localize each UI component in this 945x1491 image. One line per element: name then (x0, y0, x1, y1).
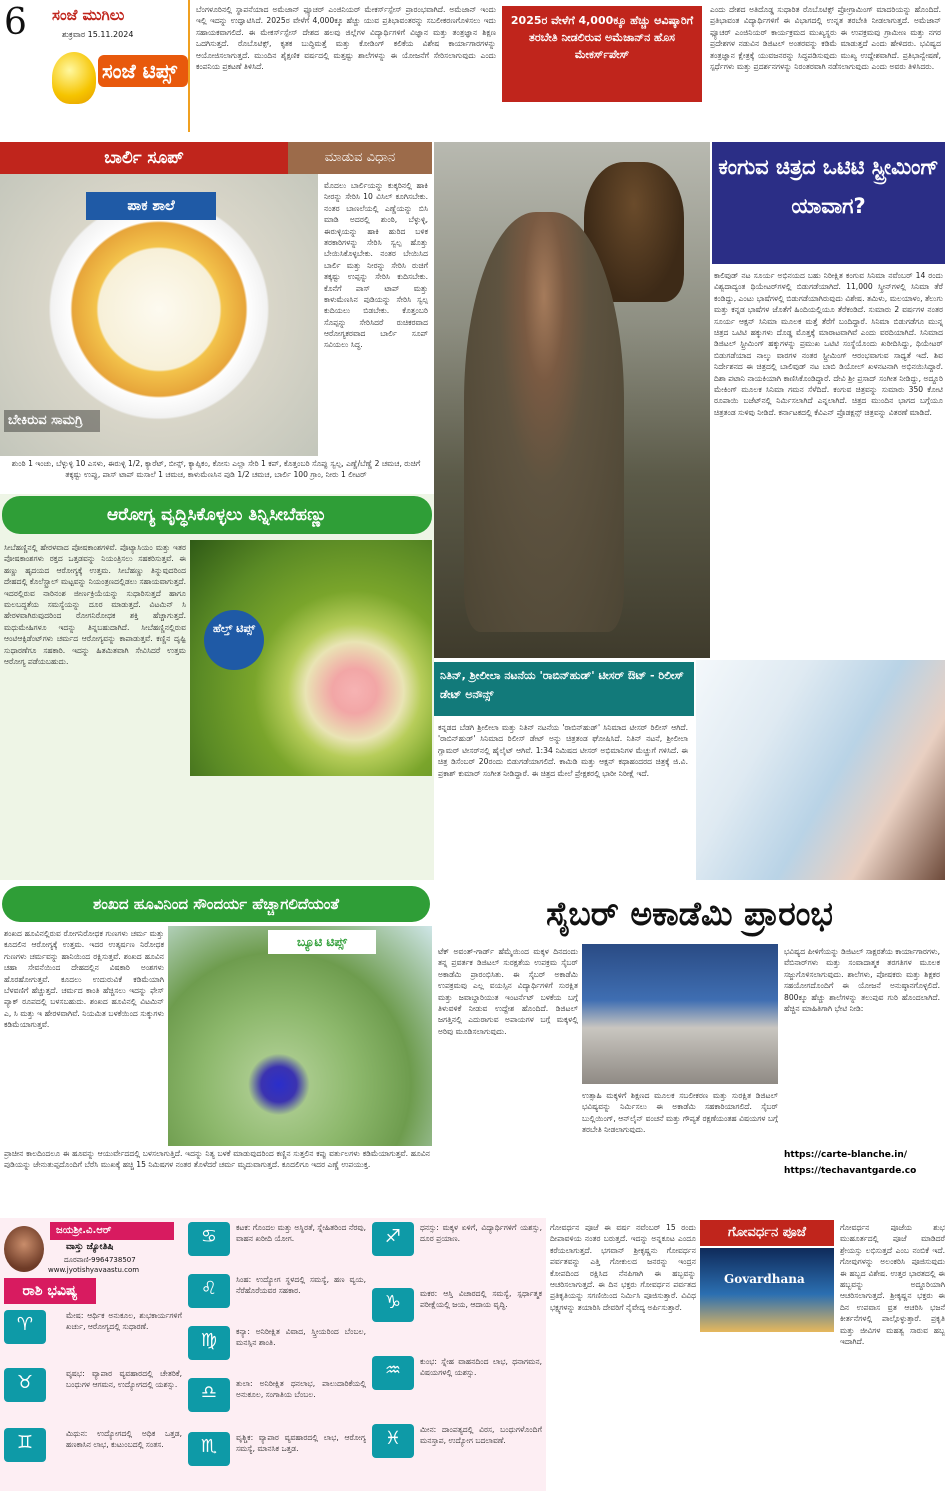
govardhan-image (700, 1248, 834, 1332)
barley-soup-section (0, 142, 432, 490)
zodiac-capricorn: ♑ ಮಕರ: ಆಸ್ತಿ ವಿಚಾರದಲ್ಲಿ ಸಮಸ್ಯೆ, ಸ್ಪರ್ಧಾತ್ಮಕ ಪರೀಕ್ಷೆಯಲ್ಲಿ ಜಯ, ಆದಾಯ ವೃದ್ಧಿ. (372, 1288, 544, 1350)
govardhan-right-text: ಗೋವರ್ಧನ ಪೂಜೆಯ ಶುಭ ಮುಹೂರ್ತದಲ್ಲಿ ಪೂಜೆ ಮಾಡಿದರೆ ಶ್ರೇಯಸ್ಸು ಲಭಿಸುತ್ತದೆ ಎಂಬ ನಂಬಿಕೆ ಇದೆ. ಗೋವುಗಳನ್ನು ಅಲಂಕರಿಸಿ ಪೂಜಿಸುವುದು ಈ ಹಬ್ಬದ ವಿಶೇಷ. ಉತ್ತರ ಭಾರತದಲ್ಲಿ ಈ ಹಬ್ಬವನ್ನು ಅದ್ದೂರಿಯಾಗಿ ಆಚರಿಸಲಾಗುತ್ತದೆ. ಶ್ರೀಕೃಷ್ಣನ ಭಕ್ತರು ಈ ದಿನ ಉಪವಾಸ ವ್ರತ ಆಚರಿಸಿ ಭಜನೆ ಕೀರ್ತನೆಗಳಲ್ಲಿ ಪಾಲ್ಗೊಳ್ಳುತ್ತಾರೆ. ಪ್ರಕೃತಿ ಮತ್ತು ಜೀವಿಗಳ ಮಹತ್ವ ಸಾರುವ ಹಬ್ಬ ಇದಾಗಿದೆ. (840, 1223, 945, 1346)
zodiac-aries: ♈ ಮೇಷ: ಆರ್ಥಿಕ ಅನುಕೂಲ, ಶುಭಕಾರ್ಯಗಳಿಗೆ ಖರ್ಚು, ಆರೋಗ್ಯದಲ್ಲಿ ಸುಧಾರಣೆ. (4, 1310, 184, 1368)
aquarius-icon: ♒ (372, 1356, 414, 1390)
astrologer-avatar (4, 1226, 44, 1272)
top-story-left-text: ಬೆಂಗಳೂರಿನಲ್ಲಿ ಸ್ಥಾಪನೆಯಾದ ಅಮೆಜಾನ್ ಫ್ಯೂಚರ್ ಎಂಜಿನಿಯರ್ ಮೇಕರ್ಸ್‌ಸ್ಪೇಸ್ ಪ್ರಾರಂಭವಾಗಿದೆ. ಅಮೆಜಾನ್ ಇಂದು ಇಲ್ಲಿ ಇದನ್ನು ಉದ್ಘಾಟಿಸಿದೆ. 2025ರ ವೇಳೆಗೆ 4,000ಕ್ಕೂ ಹೆಚ್ಚು ಯುವ ಪ್ರತಿಭಾವಂತರನ್ನು ಸಬಲೀಕರಣಗೊಳಿಸಲು ಇದು ಸಹಾಯಕವಾಗಲಿದೆ. ಈ ಮೇಕರ್ಸ್‌ಸ್ಪೇಸ್ ದೇಶದ ಹಲವು ಜಿಲ್ಲೆಗಳ ವಿದ್ಯಾರ್ಥಿಗಳಿಗೆ ವಿಜ್ಞಾನ ಮತ್ತು ತಂತ್ರಜ್ಞಾನ ಶಿಕ್ಷಣ ಒದಗಿಸುತ್ತದೆ. ರೊಬೊಟಿಕ್ಸ್, ಕೃತಕ ಬುದ್ಧಿಮತ್ತೆ ಮತ್ತು ಕೋಡಿಂಗ್ ಕಲಿಕೆಯ ವಿಶೇಷ ಕಾರ್ಯಾಗಾರಗಳನ್ನು ಆಯೋಜಿಸಲಾಗುತ್ತದೆ. ಮುಂದಿನ ಶೈಕ್ಷಣಿಕ ವರ್ಷದಲ್ಲಿ ಮತ್ತಷ್ಟು ಶಾಲೆಗಳನ್ನು ಈ ಯೋಜನೆಗೆ ಸೇರಿಸಲಾಗುವುದು ಎಂದು ಕಂಪನಿಯ ಪ್ರಕಟಣೆ ತಿಳಿಸಿದೆ. (196, 5, 496, 71)
kitchen-label: ಪಾಕ ಶಾಲೆ (86, 192, 216, 220)
beauty-bottom-text: ಪ್ರಾಚೀನ ಕಾಲದಿಂದಲೂ ಈ ಹೂವನ್ನು ಆಯುರ್ವೇದದಲ್ಲಿ ಬಳಸಲಾಗುತ್ತಿದೆ. ಇದನ್ನು ನಿತ್ಯ ಬಳಕೆ ಮಾಡುವುದರಿಂದ ಕಣ್ಣಿನ ಸುತ್ತಲಿನ ಕಪ್ಪು ವರ್ತುಲಗಳು ಕಡಿಮೆಯಾಗುತ್ತವೆ. ಹೂವಿನ ಪುಡಿಯನ್ನು ಜೇನುತುಪ್ಪದೊಂದಿಗೆ ಬೆರೆಸಿ ಮುಖಕ್ಕೆ ಹಚ್ಚಿ 15 ನಿಮಿಷಗಳ ನಂತರ ತೊಳೆದರೆ ಚರ್ಮ ಮೃದುವಾಗುತ್ತದೆ. ಕೂದಲಿಗೂ ಇದರ ಎಣ್ಣೆ ಉಪಯುಕ್ತ. (4, 1149, 430, 1170)
cyber-section (434, 884, 945, 1210)
kanguva-headline: ಕಂಗುವ ಚಿತ್ರದ ಒಟಿಟಿ ಸ್ಟ್ರೀಮಿಂಗ್ ಯಾವಾಗ? (712, 142, 945, 264)
health-badge: ಹೆಲ್ತ್ ಟಿಪ್ಸ್ (204, 610, 264, 670)
cancer-icon: ♋ (188, 1222, 230, 1256)
astrologer-name: ಜಯಶ್ರೀ.ವಿ.ಆರ್ (50, 1222, 174, 1240)
robinhood-headline: ನಿತಿನ್, ಶ್ರೀಲೀಲಾ ನಟನೆಯ 'ರಾಬಿನ್‌ಹುಡ್' ಟೀಸರ್ ಔಟ್ - ರಿಲೀಸ್ ಡೇಟ್ ಅನೌನ್ಸ್ (434, 662, 694, 716)
cyber-link-1[interactable]: https://carte-blanche.in/ (784, 1150, 908, 1160)
astrology-title: ರಾಶಿ ಭವಿಷ್ಯ (4, 1278, 96, 1304)
sagittarius-icon: ♐ (372, 1222, 414, 1256)
zodiac-libra: ♎ ತುಲಾ: ಅನಿರೀಕ್ಷಿತ ಧನಲಾಭ, ಪಾಲುದಾರಿಕೆಯಲ್ಲಿ ಅನುಕೂಲ, ಸಂಗಾತಿಯ ಬೆಂಬಲ. (188, 1378, 368, 1428)
barley-subtitle: ಮಾಡುವ ವಿಧಾನ (288, 142, 432, 174)
cyber-link-2[interactable]: https://techavantgarde.co (784, 1166, 917, 1176)
zodiac-aquarius: ♒ ಕುಂಭ: ಸ್ನೇಹ ವಾಹನದಿಂದ ಲಾಭ, ಧನಾಗಮನ, ವಿಷಯಗಳಲ್ಲಿ ಯಶಸ್ಸು. (372, 1356, 544, 1418)
beauty-badge: ಬ್ಯೂಟಿ ಟಿಪ್ಸ್ (268, 930, 376, 954)
top-story-headline: 2025ರ ವೇಳೆಗೆ 4,000ಕ್ಕೂ ಹೆಚ್ಚು ಆವಿಷ್ಕಾರಿಗೆ ತರಬೇತಿ ನೀಡಲಿರುವ ಅಮೆಜಾನ್‌ನ ಹೊಸ ಮೇಕರ್ಸ್‌ಪೇಸ್ (502, 6, 702, 102)
taurus-icon: ♉ (4, 1368, 46, 1402)
actor-figure (464, 212, 624, 632)
top-story (196, 4, 941, 132)
cyber-mid-text: ಉತ್ಸಾಹಿ ಮಕ್ಕಳಿಗೆ ಶಿಕ್ಷಣದ ಮೂಲಕ ಸಬಲೀಕರಣ ಮತ್ತು ಸುರಕ್ಷಿತ ಡಿಜಿಟಲ್ ಭವಿಷ್ಯವನ್ನು ನಿರ್ಮಿಸಲು ಈ ಅಕಾಡೆಮಿ ಸಹಕಾರಿಯಾಗಲಿದೆ. ಸೈಬರ್ ಬುಲ್ಲಿಯಿಂಗ್, ಆನ್‌ಲೈನ್ ವಂಚನೆ ಮತ್ತು ಗೌಪ್ಯತೆ ರಕ್ಷಣೆಯಂತಹ ವಿಷಯಗಳ ಬಗ್ಗೆ ತರಬೇತಿ ನೀಡಲಾಗುವುದು. (582, 1091, 778, 1135)
leo-icon: ♌ (188, 1274, 230, 1308)
pisces-icon: ♓ (372, 1424, 414, 1458)
beauty-section (0, 884, 432, 1210)
kanguva-body: ಕಾಲಿವುಡ್ ನಟ ಸೂರ್ಯ ಅಭಿನಯದ ಬಹು ನಿರೀಕ್ಷಿತ ಕಂಗುವ ಸಿನಿಮಾ ನವೆಂಬರ್ 14 ರಂದು ವಿಶ್ವದಾದ್ಯಂತ ಥಿಯೇಟರ್‌ಗಳಲ್ಲಿ ಬಿಡುಗಡೆಯಾಗಿದೆ. 11,000 ಸ್ಕ್ರೀನ್‌ಗಳಲ್ಲಿ ಸಿನಿಮಾ ತೆರೆ ಕಂಡಿದ್ದು, ಎಂಟು ಭಾಷೆಗಳಲ್ಲಿ ಬಿಡುಗಡೆಯಾಗಿರುವುದು ವಿಶೇಷ. ತಮಿಳು, ಮಲಯಾಳಂ, ತೆಲುಗು ಮತ್ತು ಕನ್ನಡ ಭಾಷೆಗಳ ಜೊತೆಗೆ ಹಿಂದಿಯಲ್ಲಿಯೂ ತೆರೆಕಂಡಿದೆ. ಸುಮಾರು 2 ವರ್ಷಗಳ ನಂತರ ಸೂರ್ಯ ಆಕ್ಷನ್ ಸಿನಿಮಾ ಮೂಲಕ ಮತ್ತೆ ತೆರೆಗೆ ಬಂದಿದ್ದಾರೆ. ಸಿನಿಮಾ ಬಿಡುಗಡೆಗೂ ಮುನ್ನ ಚಿತ್ರದ ಒಟಿಟಿ ಹಕ್ಕುಗಳು ದೊಡ್ಡ ಮೊತ್ತಕ್ಕೆ ಮಾರಾಟವಾಗಿವೆ ಎಂದು ವರದಿಯಾಗಿದೆ. ಸಿನಿಮಾದ ಡಿಜಿಟಲ್ ಸ್ಟ್ರೀಮಿಂಗ್ ಹಕ್ಕುಗಳನ್ನು ಪ್ರಮುಖ ಒಟಿಟಿ ಸಂಸ್ಥೆಯೊಂದು ಖರೀದಿಸಿದ್ದು, ಥಿಯೇಟರ್ ಬಿಡುಗಡೆಯಾದ ನಾಲ್ಕು ವಾರಗಳ ನಂತರ ಸ್ಟ್ರೀಮಿಂಗ್ ಆರಂಭವಾಗುವ ಸಾಧ್ಯತೆ ಇದೆ. ಶಿವ ನಿರ್ದೇಶನದ ಈ ಚಿತ್ರದಲ್ಲಿ ಬಾಲಿವುಡ್ ನಟ ಬಾಬಿ ಡಿಯೋಲ್ ಖಳನಟನಾಗಿ ಅಭಿನಯಿಸಿದ್ದಾರೆ. ದಿಶಾ ಪಟಾನಿ ನಾಯಕಿಯಾಗಿ ಕಾಣಿಸಿಕೊಂಡಿದ್ದಾರೆ. ದೇವಿ ಶ್ರೀ ಪ್ರಸಾದ್ ಸಂಗೀತ ನೀಡಿದ್ದು, ಅದ್ದೂರಿ ಮೇಕಿಂಗ್ ಮೂಲಕ ಸಿನಿಮಾ ಗಮನ ಸೆಳೆದಿದೆ. ಕಂಗುವ ಚಿತ್ರವನ್ನು ಸುಮಾರು 350 ಕೋಟಿ ರೂಪಾಯಿ ಬಜೆಟ್‌ನಲ್ಲಿ ನಿರ್ಮಿಸಲಾಗಿದೆ ಎನ್ನಲಾಗಿದೆ. ಚಿತ್ರದ ಮುಂದಿನ ಭಾಗದ ಬಗ್ಗೆಯೂ ಚಿತ್ರತಂಡ ಸುಳಿವು ನೀಡಿದೆ. ಕರ್ನಾಟಕದಲ್ಲಿ ಕೆವಿಎನ್ ಪ್ರೊಡಕ್ಷನ್ಸ್ ಚಿತ್ರವನ್ನು ವಿತರಣೆ ಮಾಡಿದೆ. (714, 271, 943, 417)
barley-title: ಬಾರ್ಲಿ ಸೂಪ್ (0, 142, 288, 174)
virgo-icon: ♍ (188, 1326, 230, 1360)
bulb-icon (52, 52, 96, 104)
cyber-left-text: ಟೆಕ್ ಅವಂತ್-ಗಾರ್ಡ್ ಹೆಮ್ಮೆಯಿಂದ ಮಕ್ಕಳ ದಿನದಂದು ತನ್ನ ಪ್ರವರ್ತಕ ಡಿಜಿಟಲ್ ಸುರಕ್ಷತೆಯ ಉಪಕ್ರಮ ಸೈಬರ್ ಅಕಾಡೆಮಿ ಪ್ರಾರಂಭಿಸಿತು. ಈ ಸೈಬರ್ ಅಕಾಡೆಮಿ ಉಪಕ್ರಮವು ಎಲ್ಲ ವಯಸ್ಸಿನ ವಿದ್ಯಾರ್ಥಿಗಳಿಗೆ ಸುರಕ್ಷಿತ ಮತ್ತು ಜವಾಬ್ದಾರಿಯುತ ಇಂಟರ್ನೆಟ್ ಬಳಕೆಯ ಬಗ್ಗೆ ತಿಳುವಳಿಕೆ ನೀಡುವ ಉದ್ದೇಶ ಹೊಂದಿದೆ. ಡಿಜಿಟಲ್ ಜಗತ್ತಿನಲ್ಲಿ ಎದುರಾಗುವ ಅಪಾಯಗಳ ಬಗ್ಗೆ ಮಕ್ಕಳಲ್ಲಿ ಅರಿವು ಮೂಡಿಸಲಾಗುವುದು. (438, 947, 578, 1036)
astrology-section (0, 1218, 546, 1491)
beauty-left-text: ಶಂಖದ ಹೂವಿನಲ್ಲಿರುವ ರೋಗನಿರೋಧಕ ಗುಣಗಳು ಚರ್ಮ ಮತ್ತು ಕೂದಲಿನ ಆರೋಗ್ಯಕ್ಕೆ ಉತ್ತಮ. ಇದರ ಉತ್ಕರ್ಷಣ ನಿರೋಧಕ ಗುಣಗಳು ಚರ್ಮವನ್ನು ಹಾನಿಯಿಂದ ರಕ್ಷಿಸುತ್ತವೆ. ಶಂಖದ ಹೂವಿನ ಚಹಾ ಸೇವನೆಯಿಂದ ದೇಹದಲ್ಲಿನ ವಿಷಕಾರಿ ಅಂಶಗಳು ಹೊರಹೋಗುತ್ತವೆ. ಕೂದಲು ಉದುರುವಿಕೆ ಕಡಿಮೆಯಾಗಿ ಬೆಳವಣಿಗೆ ಹೆಚ್ಚುತ್ತದೆ. ಚರ್ಮದ ಕಾಂತಿ ಹೆಚ್ಚಿಸಲು ಇದನ್ನು ಫೇಸ್ ಪ್ಯಾಕ್ ರೂಪದಲ್ಲಿ ಬಳಸಬಹುದು. ಶಂಖದ ಹೂವಿನಲ್ಲಿ ವಿಟಮಿನ್ ಎ, ಸಿ ಮತ್ತು ಇ ಹೇರಳವಾಗಿವೆ. ನಿಯಮಿತ ಬಳಕೆಯಿಂದ ಸುಕ್ಕುಗಳು ಕಡಿಮೆಯಾಗುತ್ತವೆ. (4, 929, 164, 1030)
section-title: ಸಂಜೆ ಟಿಪ್ಸ್ (98, 55, 188, 87)
page-number: 6 (4, 2, 27, 43)
zodiac-pisces: ♓ ಮೀನ: ದಾಂಪತ್ಯದಲ್ಲಿ ವಿರಸ, ಬಂಧುಗಳೊಂದಿಗೆ ಮನಸ್ತಾಪ, ಉದ್ಯೋಗ ಬದಲಾವಣೆ. (372, 1424, 544, 1486)
ingredients-label: ಬೇಕಿರುವ ಸಾಮಗ್ರಿ (4, 410, 100, 432)
astrologer-phone: ದೂರವಾಣಿ-9964738507 (64, 1256, 136, 1264)
gemini-icon: ♊ (4, 1428, 46, 1462)
zodiac-sagittarius: ♐ ಧನಸ್ಸು: ಮಕ್ಕಳ ಏಳಿಗೆ, ವಿದ್ಯಾರ್ಥಿಗಳಿಗೆ ಯಶಸ್ಸು, ದೂರ ಪ್ರಯಾಣ. (372, 1222, 544, 1284)
cyber-event-photo (582, 944, 778, 1084)
butterfly-pea-photo (168, 926, 432, 1146)
capricorn-icon: ♑ (372, 1288, 414, 1322)
astrologer-website[interactable]: www.jyotishyavaastu.com (48, 1266, 140, 1274)
zodiac-leo: ♌ ಸಿಂಹ: ಉದ್ಯೋಗ ಸ್ಥಳದಲ್ಲಿ ಸಮಸ್ಯೆ, ಹಣ ವ್ಯಯ, ನೆರೆಹೊರೆಯವರ ಸಹಕಾರ. (188, 1274, 368, 1324)
health-body: ಸೀಬೆಹಣ್ಣಿನಲ್ಲಿ ಹೇರಳವಾದ ಪೋಷಕಾಂಶಗಳಿವೆ. ಪೊಟ್ಯಾಸಿಯಂ ಮತ್ತು ಇತರ ಪೋಷಕಾಂಶಗಳು ರಕ್ತದ ಒತ್ತಡವನ್ನು ನಿಯಂತ್ರಿಸಲು ಸಹಕರಿಸುತ್ತವೆ. ಈ ಹಣ್ಣು ಹೃದಯದ ಆರೋಗ್ಯಕ್ಕೆ ಉತ್ತಮ. ಸೀಬೆಹಣ್ಣು ತಿನ್ನುವುದರಿಂದ ದೇಹದಲ್ಲಿ ಕೊಲೆಸ್ಟ್ರಾಲ್ ಮಟ್ಟವನ್ನು ನಿಯಂತ್ರಣದಲ್ಲಿಡಲು ಸಹಾಯವಾಗುತ್ತದೆ. ಇದರಲ್ಲಿರುವ ನಾರಿನಂಶ ಜೀರ್ಣಕ್ರಿಯೆಯನ್ನು ಸುಧಾರಿಸುತ್ತದೆ ಹಾಗೂ ಮಲಬದ್ಧತೆಯ ಸಮಸ್ಯೆಯನ್ನು ದೂರ ಮಾಡುತ್ತದೆ. ವಿಟಮಿನ್ ಸಿ ಹೇರಳವಾಗಿರುವುದರಿಂದ ರೋಗನಿರೋಧಕ ಶಕ್ತಿ ಹೆಚ್ಚಾಗುತ್ತದೆ. ಮಧುಮೇಹಿಗಳೂ ಇದನ್ನು ತಿನ್ನಬಹುದಾಗಿದೆ. ಸೀಬೆಹಣ್ಣಿನಲ್ಲಿರುವ ಆಂಟಿಆಕ್ಸಿಡೆಂಟ್‌ಗಳು ಚರ್ಮದ ಆರೋಗ್ಯವನ್ನು ಕಾಪಾಡುತ್ತವೆ. ಕಣ್ಣಿನ ದೃಷ್ಟಿ ಸುಧಾರಣೆಗೂ ಸಹಕಾರಿ. ಇದನ್ನು ಹಿತಮಿತವಾಗಿ ಸೇವಿಸಿದರೆ ಉತ್ತಮ ಆರೋಗ್ಯ ಪಡೆಯಬಹುದು. (4, 543, 186, 666)
kanguva-article (712, 142, 945, 658)
robinhood-body: ಕನ್ನಡದ ಬೆಡಗಿ ಶ್ರೀಲೀಲಾ ಮತ್ತು ನಿತಿನ್ ನಟನೆಯ 'ರಾಬಿನ್‌ಹುಡ್' ಸಿನಿಮಾದ ಟೀಸರ್ ರಿಲೀಸ್ ಆಗಿದೆ. 'ರಾಬಿನ್‌ಹುಡ್' ಸಿನಿಮಾದ ರಿಲೀಸ್ ಡೇಟ್ ಅನ್ನು ಚಿತ್ರತಂಡ ಘೋಷಿಸಿದೆ. ನಿತಿನ್ ನಟನೆ, ಶ್ರೀಲೀಲಾ ಗ್ಲಾಮರ್ ಟೀಸರ್‌ನಲ್ಲಿ ಹೈಲೈಟ್ ಆಗಿವೆ. 1:34 ನಿಮಿಷದ ಟೀಸರ್ ಅಭಿಮಾನಿಗಳ ಮೆಚ್ಚುಗೆ ಗಳಿಸಿದೆ. ಈ ಚಿತ್ರ ಡಿಸೆಂಬರ್ 20ರಂದು ಬಿಡುಗಡೆಯಾಗಲಿದೆ. ಕಾಮಿಡಿ ಮತ್ತು ಆಕ್ಷನ್ ಕಥಾಹಂದರದ ಚಿತ್ರಕ್ಕೆ ಜಿ.ವಿ. ಪ್ರಕಾಶ್ ಕುಮಾರ್ ಸಂಗೀತ ನೀಡಿದ್ದಾರೆ. ಈ ಚಿತ್ರದ ಮೇಲೆ ಪ್ರೇಕ್ಷಕರಲ್ಲಿ ಭಾರೀ ನಿರೀಕ್ಷೆ ಇದೆ. (438, 723, 688, 778)
health-section (0, 494, 434, 880)
zodiac-virgo: ♍ ಕನ್ಯಾ: ಅನಿರೀಕ್ಷಿತ ವಿವಾದ, ಸ್ತ್ರೀಯರಿಂದ ಬೆಂಬಲ, ಮನಸ್ಸಿನ ಶಾಂತಿ. (188, 1326, 368, 1376)
aries-icon: ♈ (4, 1310, 46, 1344)
cyber-right-text: ಭವಿಷ್ಯದ ಪೀಳಿಗೆಯನ್ನು ಡಿಜಿಟಲ್ ಸಾಕ್ಷರತೆಯ ಕಾರ್ಯಾಗಾರಗಳು, ವೆಬಿನಾರ್‌ಗಳು ಮತ್ತು ಸಂವಾದಾತ್ಮಕ ತರಗತಿಗಳ ಮೂಲಕ ಸಜ್ಜುಗೊಳಿಸಲಾಗುವುದು. ಶಾಲೆಗಳು, ಪೋಷಕರು ಮತ್ತು ಶಿಕ್ಷಕರ ಸಹಯೋಗದೊಂದಿಗೆ ಈ ಯೋಜನೆ ಅನುಷ್ಠಾನಗೊಳ್ಳಲಿದೆ. 800ಕ್ಕೂ ಹೆಚ್ಚು ಶಾಲೆಗಳನ್ನು ತಲುಪುವ ಗುರಿ ಹೊಂದಲಾಗಿದೆ. ಹೆಚ್ಚಿನ ಮಾಹಿತಿಗಾಗಿ ಭೇಟಿ ನೀಡಿ: (784, 947, 940, 1013)
zodiac-scorpio: ♏ ವೃಶ್ಚಿಕ: ವ್ಯಾಪಾರ ವ್ಯವಹಾರದಲ್ಲಿ ಲಾಭ, ಆರೋಗ್ಯ ಸಮಸ್ಯೆ, ಮಾನಸಿಕ ಒತ್ತಡ. (188, 1432, 368, 1488)
kanguva-poster (434, 142, 710, 658)
sreeleela-photo (696, 660, 945, 880)
barley-ingredients: ಶುಂಠಿ 1 ಇಂಚು, ಬೆಳ್ಳುಳ್ಳಿ 10 ಎಸಳು, ಈರುಳ್ಳಿ 1/2, ಕ್ಯಾರೆಟ್, ಬೀನ್ಸ್, ಕ್ಯಾಪ್ಸಿಕಂ, ಕೋಸು ಎಲ್ಲಾ ಸೇರಿ 1 ಕಪ್, ಕೊತ್ತಂಬರಿ ಸೊಪ್ಪು ಸ್ವಲ್ಪ, ಎಣ್ಣೆ/ಬೆಣ್ಣೆ 2 ಚಮಚ, ರುಚಿಗೆ ತಕ್ಕಷ್ಟು ಉಪ್ಪು, ಪಾಸ್ ಟಾಪ್ ಮಸಾಲೆ 1 ಚಮಚ, ಕಾಳುಮೆಣಸಿನ ಪುಡಿ 1/2 ಚಮಚ, ಬಾರ್ಲಿ 100 ಗ್ರಾಂ, ನೀರು 1 ಲೀಟರ್ (11, 459, 421, 480)
govardhan-left-text: ಗೋವರ್ಧನ ಪೂಜೆ ಈ ವರ್ಷ ನವೆಂಬರ್ 15 ರಂದು ದೀಪಾವಳಿಯ ನಂತರ ಬರುತ್ತದೆ. ಇದನ್ನು ಅನ್ನಕೂಟ ಎಂದೂ ಕರೆಯಲಾಗುತ್ತದೆ. ಭಗವಾನ್ ಶ್ರೀಕೃಷ್ಣನು ಗೋವರ್ಧನ ಪರ್ವತವನ್ನು ಎತ್ತಿ ಗೋಕುಲದ ಜನರನ್ನು ಇಂದ್ರನ ಕೋಪದಿಂದ ರಕ್ಷಿಸಿದ ನೆನಪಿಗಾಗಿ ಈ ಹಬ್ಬವನ್ನು ಆಚರಿಸಲಾಗುತ್ತದೆ. ಈ ದಿನ ಭಕ್ತರು ಗೋವರ್ಧನ ಪರ್ವತದ ಪ್ರತಿಕೃತಿಯನ್ನು ಸಗಣಿಯಿಂದ ನಿರ್ಮಿಸಿ ಪೂಜಿಸುತ್ತಾರೆ. ವಿವಿಧ ಭಕ್ಷ್ಯಗಳನ್ನು ತಯಾರಿಸಿ ದೇವರಿಗೆ ನೈವೇದ್ಯ ಅರ್ಪಿಸುತ್ತಾರೆ. (550, 1223, 696, 1312)
govardhan-image-caption: Govardhana (724, 1272, 805, 1286)
robinhood-section (434, 660, 945, 880)
govardhan-title: ಗೋವರ್ಧನ ಪೂಜೆ (700, 1220, 834, 1246)
barley-method: ಮೊದಲು ಬಾರ್ಲಿಯನ್ನು ಕುಕ್ಕರಿನಲ್ಲಿ ಹಾಕಿ ನೀರನ್ನು ಸೇರಿಸಿ 10 ವಿಸಿಲ್ ಕೂಗಿಸಬೇಕು. ನಂತರ ಬಾಣಲೆಯಲ್ಲಿ ಎಣ್ಣೆಯನ್ನು ಬಿಸಿ ಮಾಡಿ ಅದರಲ್ಲಿ ಶುಂಠಿ, ಬೆಳ್ಳುಳ್ಳಿ, ಈರುಳ್ಳಿಯನ್ನು ಹಾಕಿ ಹುರಿದ ಬಳಿಕ ತರಕಾರಿಗಳನ್ನು ಸೇರಿಸಿ ಸ್ವಲ್ಪ ಹೊತ್ತು ಬೇಯಿಸಿಕೊಳ್ಳಬೇಕು. ನಂತರ ಬೇಯಿಸಿದ ಬಾರ್ಲಿ ಮತ್ತು ನೀರನ್ನು ಸೇರಿಸಿ ರುಚಿಗೆ ತಕ್ಕಷ್ಟು ಉಪ್ಪನ್ನು ಸೇರಿಸಿ ಕುದಿಸಬೇಕು. ಕೊನೆಗೆ ಪಾಸ್ ಟಾಪ್ ಮತ್ತು ಕಾಳುಮೆಣಸಿನ ಪುಡಿಯನ್ನು ಸೇರಿಸಿ ಸ್ವಲ್ಪ ಕುದಿಯಲು ಬಿಡಬೇಕು. ಕೊತ್ತಂಬರಿ ಸೊಪ್ಪನ್ನು ಸೇರಿಸಿದರೆ ರುಚಿಕರವಾದ ಆರೋಗ್ಯಕರವಾದ ಬಾರ್ಲಿ ಸೂಪ್ ಸವಿಯಲು ಸಿದ್ಧ. (324, 181, 428, 350)
cyber-headline: ಸೈಬರ್ ಅಕಾಡೆಮಿ ಪ್ರಾರಂಭ (546, 894, 833, 933)
govardhan-section (550, 1218, 945, 1491)
top-story-right-text: ಎಂದು ದೇಶದ ಅತಿದೊಡ್ಡ ಸುಧಾರಿತ ರೊಬೊಟಿಕ್ಸ್ ಪ್ರೋಗ್ರಾಮಿಂಗ್ ಮಾದರಿಯನ್ನು ಹೊಂದಿದೆ. ಪ್ರತಿಭಾವಂತ ವಿದ್ಯಾರ್ಥಿಗಳಿಗೆ ಈ ವಿಭಾಗದಲ್ಲಿ ಉನ್ನತ ತರಬೇತಿ ನೀಡಲಾಗುತ್ತದೆ. ಅಮೆಜಾನ್ ಫ್ಯೂಚರ್ ಎಂಜಿನಿಯರ್ ಕಾರ್ಯಕ್ರಮದ ಮುಖ್ಯಸ್ಥರು ಈ ಉಪಕ್ರಮವು ಗ್ರಾಮೀಣ ಮತ್ತು ನಗರ ಪ್ರದೇಶಗಳ ನಡುವಿನ ಡಿಜಿಟಲ್ ಅಂತರವನ್ನು ಕಡಿಮೆ ಮಾಡುತ್ತದೆ ಎಂದು ಹೇಳಿದರು. ಭವಿಷ್ಯದ ತಂತ್ರಜ್ಞಾನ ಕ್ಷೇತ್ರಕ್ಕೆ ಯುವಜನರನ್ನು ಸಿದ್ಧಪಡಿಸುವುದು ಮುಖ್ಯ ಉದ್ದೇಶವಾಗಿದೆ. ಪ್ರತಿಭಾನ್ವೇಷಣೆ, ಸ್ಪರ್ಧೆಗಳು ಮತ್ತು ಪ್ರದರ್ಶನಗಳನ್ನು ನಿರಂತರವಾಗಿ ನಡೆಸಲಾಗುವುದು ಎಂದು ಅವರು ತಿಳಿಸಿದರು. (710, 5, 941, 71)
zodiac-taurus: ♉ ವೃಷಭ: ವ್ಯಾಪಾರ ವ್ಯವಹಾರದಲ್ಲಿ ಚೇತರಿಕೆ, ಬಂಧುಗಳ ಆಗಮನ, ಉದ್ಯೋಗದಲ್ಲಿ ಯಶಸ್ಸು. (4, 1368, 184, 1426)
zodiac-cancer: ♋ ಕಟಕ: ಗೊಂದಲ ಮತ್ತು ಅಸ್ಥಿರತೆ, ಸ್ನೇಹಿತರಿಂದ ನೆರವು, ವಾಹನ ಖರೀದಿ ಯೋಗ. (188, 1222, 368, 1272)
health-title: ಆರೋಗ್ಯ ವೃದ್ಧಿಸಿಕೊಳ್ಳಲು ತಿನ್ನಿಸೀಬೆಹಣ್ಣು (2, 496, 432, 534)
scorpio-icon: ♏ (188, 1432, 230, 1466)
paper-name: ಸಂಜೆ ಮುಗಿಲು (52, 6, 125, 24)
libra-icon: ♎ (188, 1378, 230, 1412)
beauty-title: ಶಂಖದ ಹೂವಿನಿಂದ ಸೌಂದರ್ಯ ಹೆಚ್ಚಾಗಲಿದೆಯಂತೆ (2, 886, 430, 922)
masthead (0, 0, 190, 132)
issue-date: ಶುಕ್ರವಾರ 15.11.2024 (62, 30, 134, 39)
astrologer-title: ವಾಸ್ತು ಜ್ಯೋತಿಷಿ (66, 1242, 114, 1252)
zodiac-gemini: ♊ ಮಿಥುನ: ಉದ್ಯೋಗದಲ್ಲಿ ಅಧಿಕ ಒತ್ತಡ, ಹಣಕಾಸಿನ ಲಾಭ, ಕುಟುಂಬದಲ್ಲಿ ಸಂತಸ. (4, 1428, 184, 1486)
